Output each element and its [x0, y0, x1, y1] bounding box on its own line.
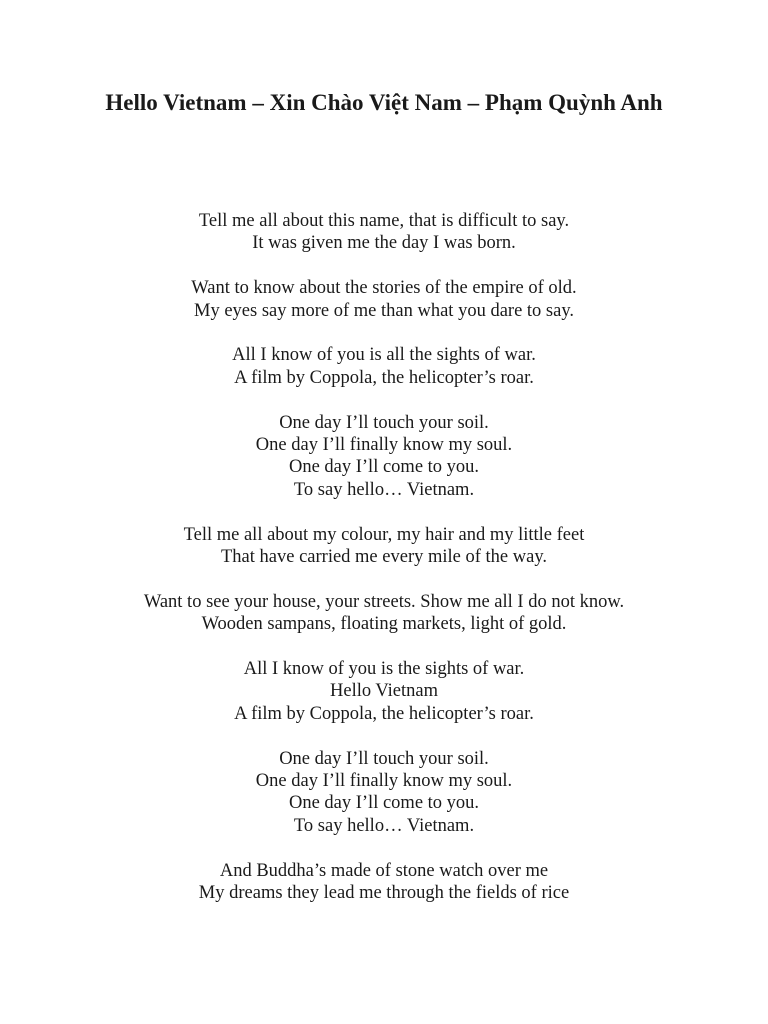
- stanza: [100, 277, 668, 322]
- lyric-line: Tell me all about this name, that is difficult to say.: [198, 211, 570, 231]
- lyric-line: My eyes say more of me than what you dare to say.: [194, 300, 574, 321]
- lyric-line: Wooden sampans, floating markets, light of gold.: [201, 614, 567, 635]
- lyric-line: To say hello… Vietnam.: [293, 815, 475, 836]
- lyrics-body: [100, 210, 668, 927]
- lyric-line: Want to know about the stories of the empire of old.: [191, 278, 577, 299]
- lyric-line: One day I’ll finally know my soul.: [255, 435, 513, 456]
- lyric-line: My dreams they lead me through the fields of rice: [198, 883, 570, 904]
- lyric-line: One day I’ll touch your soil.: [279, 412, 489, 433]
- stanza: [100, 524, 668, 569]
- lyric-line: That have carried me every mile of the way.: [221, 547, 547, 568]
- lyric-line: Tell me all about my colour, my hair and my little feet: [183, 524, 585, 545]
- lyric-line: All I know of you is the sights of war.: [243, 659, 525, 680]
- lyric-line: One day I’ll come to you.: [288, 457, 480, 478]
- lyric-line: A film by Coppola, the helicopter’s roar.: [234, 703, 534, 724]
- lyric-line: Want to see your house, your streets. Show me all I do not know.: [143, 591, 625, 612]
- stanza: [100, 860, 668, 905]
- lyric-line: All I know of you is all the sights of war.: [232, 345, 536, 366]
- stanza: [100, 591, 668, 636]
- stanza: [100, 344, 668, 389]
- lyric-line: A film by Coppola, the helicopter’s roar.: [234, 367, 534, 388]
- lyric-line: One day I’ll finally know my soul.: [255, 771, 513, 792]
- stanza: [100, 412, 668, 502]
- lyric-line: It was given me the day I was born.: [252, 233, 516, 254]
- stanza: [100, 658, 668, 725]
- lyric-line: One day I’ll touch your soil.: [279, 748, 489, 769]
- lyric-line: And Buddha’s made of stone watch over me: [219, 860, 549, 881]
- lyric-line: One day I’ll come to you.: [288, 793, 480, 814]
- lyric-line: Hello Vietnam: [330, 681, 438, 702]
- document-title: Hello Vietnam – Xin Chào Việt Nam – Phạm Quỳnh Anh: [105, 90, 663, 115]
- stanza: [100, 210, 668, 255]
- stanza: [100, 748, 668, 838]
- lyric-line: To say hello… Vietnam.: [293, 479, 475, 500]
